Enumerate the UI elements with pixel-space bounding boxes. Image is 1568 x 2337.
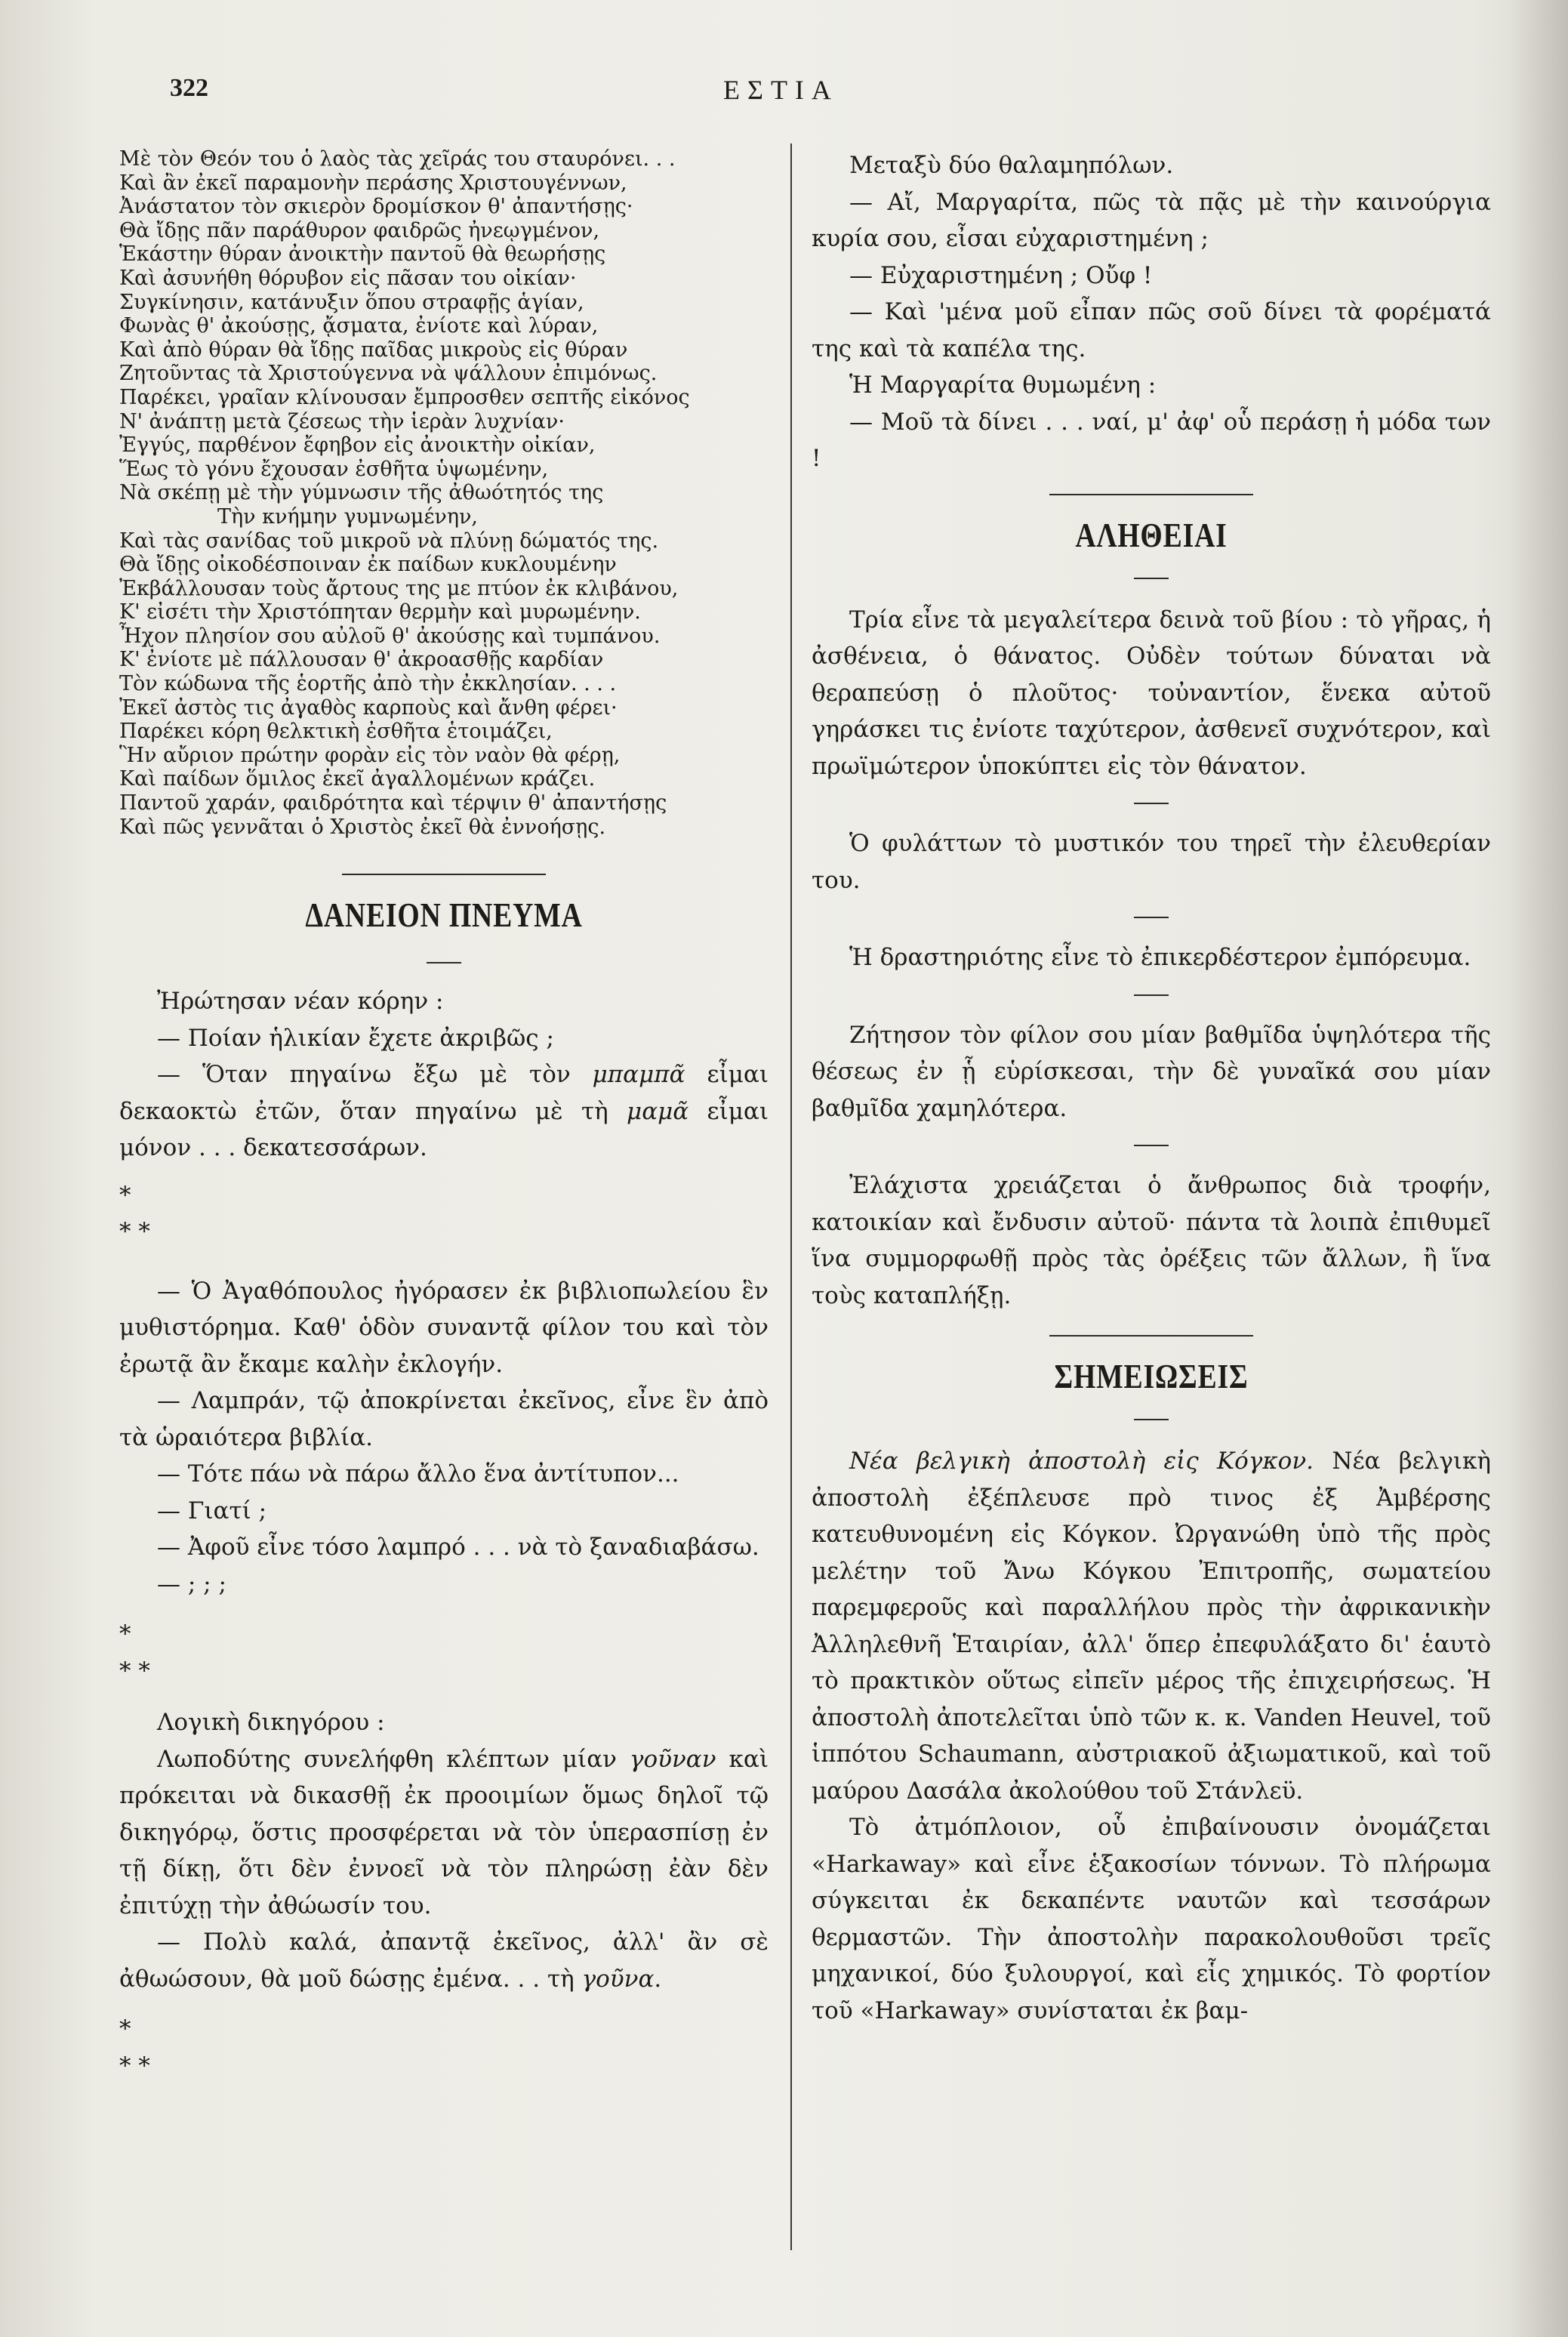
- poem-line: Κ' εἰσέτι τὴν Χριστόπηταν θερμὴν καὶ μυρωμένην.: [119, 600, 641, 624]
- poem-line: Ἀνάστατον τὸν σκιερὸν δρομίσκον θ' ἀπαντήσῃς·: [119, 195, 633, 219]
- poem-line: Ν' ἀνάπτῃ μετὰ ζέσεως τὴν ἱερὰν λυχνίαν·: [119, 409, 565, 433]
- text: εἶμαι μόνον . . . δεκατεσσάρων.: [119, 1097, 769, 1162]
- poem-line: Καὶ παίδων ὅμιλος ἐκεῖ ἀγαλλομένων κράζει.: [119, 767, 596, 791]
- paragraph: [119, 1924, 769, 1997]
- text: Λωποδύτης συνελήφθη κλέπτων μίαν: [157, 1745, 630, 1773]
- poem-line: Καὶ ἂν ἐκεῖ παραμονὴν περάσης Χριστουγέννων,: [119, 171, 627, 195]
- italic-text: μπαμπᾶ: [592, 1061, 685, 1089]
- italic-text: γοῦναν: [629, 1745, 716, 1773]
- poem-line: Μὲ τὸν Θεόν του ὁ λαὸς τὰς χεῖράς του σταυρόνει. . .: [119, 147, 676, 171]
- italic-title: Νέα βελγικὴ ἀποστολὴ εἰς Κόγκον.: [849, 1448, 1314, 1475]
- aletheiai-section: [812, 602, 1491, 1315]
- paragraph: — Αἴ, Μαργαρίτα, πῶς τὰ πᾷς μὲ τὴν καινούργια κυρία σου, εἶσαι εὐχαριστημένη ;: [812, 188, 1491, 252]
- short-rule: [427, 962, 461, 963]
- short-rule: [1134, 1419, 1169, 1420]
- dialogue-section: [812, 147, 1491, 477]
- paragraph: Μεταξὺ δύο θαλαμηπόλων.: [849, 152, 1174, 179]
- poem-line: Καὶ τὰς σανίδας τοῦ μικροῦ νὰ πλύνῃ δώματός της.: [119, 529, 659, 553]
- paragraph: Ἠρώτησαν νέαν κόρην :: [157, 988, 444, 1016]
- paragraph: Ἡ δραστηριότης εἶνε τὸ ἐπικερδέστερον ἐμπόρευμα.: [849, 944, 1471, 971]
- semeioseis-section: [812, 1443, 1491, 2029]
- poem-line: Ἐκεῖ ἀστὸς τις ἀγαθὸς καρποὺς καὶ ἄνθη φέρει·: [119, 695, 618, 720]
- text: καὶ πρόκειται νὰ δικασθῇ ἐκ προοιμίων ὅμως δηλοῖ τῷ δικηγόρῳ, ὅστις προσφέρεται νὰ τὸν ὑπερασπίσῃ ἐν τῇ δίκῃ, ὅτι δὲν ἐννοεῖ νὰ τὸν πληρώσῃ ἐὰν δὲν ἐπιτύχῃ τὴν ἀθώωσίν του.: [119, 1745, 769, 1919]
- poem-line: Ἣν αὔριον πρώτην φορὰν εἰς τὸν ναὸν θὰ φέρῃ,: [119, 743, 621, 767]
- paragraph: Ἐλάχιστα χρειάζεται ὁ ἄνθρωπος διὰ τροφήν, κατοικίαν καὶ ἔνδυσιν αὐτοῦ· πάντα τὰ λοιπὰ ἐπιθυμεῖ ἵνα συμμορφωθῇ πρὸς τὰς ὀρέξεις τῶν ἄλλων, ἢ ἵνα τοὺς καταπλήξῃ.: [812, 1172, 1491, 1309]
- poem-line: Καὶ πῶς γεννᾶται ὁ Χριστὸς ἐκεῖ θὰ ἐννοήσῃς.: [119, 815, 606, 839]
- poem-line: Ἑκάστην θύραν ἀνοικτὴν παντοῦ θὰ θεωρήσῃς: [119, 242, 606, 267]
- asterism-top: *: [119, 1620, 131, 1648]
- paragraph: — Ποίαν ἡλικίαν ἔχετε ἀκριβῶς ;: [157, 1024, 554, 1052]
- paragraph: — Λαμπράν, τῷ ἀποκρίνεται ἐκεῖνος, εἶνε ἓν ἀπὸ τὰ ὡραιότερα βιβλία.: [119, 1387, 769, 1451]
- asterism-bottom: * *: [119, 1218, 150, 1246]
- separator-rule: [1134, 803, 1169, 804]
- paragraph: Τρία εἶνε τὰ μεγαλείτερα δεινὰ τοῦ βίου : τὸ γῆρας, ἡ ἀσθένεια, ὁ θάνατος. Οὐδὲν τούτων δύναται νὰ θεραπεύσῃ ὁ πλοῦτος· τοὐναντίον, ἕνεκα αὐτοῦ γηράσκει τις ἐνίοτε ταχύτερον, ἀσθενεῖ συχνότερον, καὶ πρωϊμώτερον ὑποκύπτει εἰς τὸν θάνατον.: [812, 606, 1491, 780]
- text: .: [654, 1965, 662, 1993]
- paragraph: Ἡ Μαργαρίτα θυμωμένη :: [849, 372, 1157, 399]
- italic-text: γοῦνα: [581, 1965, 655, 1993]
- poem-line: Νὰ σκέπῃ μὲ τὴν γύμνωσιν τῆς ἀθωότητός της: [119, 481, 604, 505]
- section-rule: [1049, 494, 1253, 495]
- paragraph: — Γιατί ;: [157, 1497, 267, 1525]
- poem-line: Φωνὰς θ' ἀκούσῃς, ᾄσματα, ἐνίοτε καὶ λύραν,: [119, 314, 599, 338]
- poem-line: Τὴν κνήμην γυμνωμένην,: [217, 504, 479, 529]
- paragraph: Λογικὴ δικηγόρου :: [157, 1709, 385, 1737]
- asterism-top: *: [119, 1181, 131, 1209]
- page-number: 322: [170, 74, 208, 102]
- poem-line: Ἦχον πλησίον σου αὐλοῦ θ' ἀκούσῃς καὶ τυμπάνου.: [119, 624, 661, 648]
- separator-rule: [1134, 1145, 1169, 1146]
- poem-line: Καὶ ἀσυνήθη θόρυβον εἰς πᾶσαν του οἰκίαν·: [119, 266, 577, 290]
- poem-line: Ἐκβάλλουσαν τοὺς ἄρτους της με πτύον ἐκ κλιβάνου,: [119, 576, 679, 600]
- italic-text: μαμᾶ: [627, 1097, 689, 1125]
- column-divider: [790, 143, 792, 2250]
- paragraph: — Ἀφοῦ εἶνε τόσο λαμπρό . . . νὰ τὸ ξαναδιαβάσω.: [157, 1534, 759, 1562]
- poem-line: Ἐγγύς, παρθένον ἔφηβον εἰς ἀνοικτὴν οἰκίαν,: [119, 433, 596, 458]
- text: — Πολὺ καλά, ἀπαντᾷ ἐκεῖνος, ἀλλ' ἂν σὲ ἀθωώσουν, θὰ μοῦ δώσῃς ἐμένα. . . τὴ: [119, 1928, 769, 1993]
- poem-line: Παντοῦ χαράν, φαιδρότητα καὶ τέρψιν θ' ἀπαντήσῃς: [119, 791, 667, 815]
- asterism-top: *: [119, 2015, 131, 2043]
- asterism-bottom: * *: [119, 1657, 150, 1685]
- paragraph: [119, 1741, 769, 1925]
- section-heading-semeioseis: ΣΗΜΕΙΩΣΕΙΣ: [1054, 1357, 1249, 1395]
- christmas-poem: [119, 147, 769, 839]
- paragraph: — Εὐχαριστημένη ; Οὔφ !: [849, 261, 1153, 289]
- paragraph: — Καὶ 'μένα μοῦ εἶπαν πῶς σοῦ δίνει τὰ φορέματά της καὶ τὰ καπέλα της.: [812, 298, 1491, 362]
- poem-line: Θὰ ἴδῃς οἰκοδέσποιναν ἐκ παίδων κυκλουμένην: [119, 553, 617, 577]
- left-column: [119, 147, 769, 2084]
- paragraph: — Ὁ Ἀγαθόπουλος ἠγόρασεν ἐκ βιβλιοπωλείου ἓν μυθιστόρημα. Καθ' ὁδὸν συναντᾷ φίλον του καὶ τὸν ἐρωτᾷ ἂν ἔκαμε καλὴν ἐκλογήν.: [119, 1277, 769, 1378]
- section-heading-aletheiai: ΑΛΗΘΕΙΑΙ: [1075, 515, 1228, 554]
- separator-rule: [1134, 994, 1169, 996]
- text: Νέα βελγικὴ ἀποστολὴ ἐξέπλευσε πρὸ τινος ἐξ Ἀμβέρσης κατευθυνομένη εἰς Κόγκον. Ὠργανώθη ὑπὸ τῆς πρὸς μελέτην τοῦ Ἄνω Κόγκου Ἐπιτροπῆς, σωματείου παρεμφεροῦς καὶ παραλλήλου πρὸς τὴν ἀφρικανικὴν Ἀλληλεθνῆ Ἑταιρίαν, ἀλλ' ὅπερ ἐπεφυλάξατο δι' ἑαυτὸ τὸ πρακτικὸν οὕτως εἰπεῖν μέρος τῆς ἐπιχειρήσεως. Ἡ ἀποστολὴ ἀποτελεῖται ὑπὸ τῶν κ. κ. Vanden Heuvel, τοῦ ἱππότου Schaumann, αὐστριακοῦ ἀξιωματικοῦ, καὶ τοῦ μαύρου Δασάλα ἀκολούθου τοῦ Στάνλεϋ.: [812, 1448, 1491, 1805]
- section-heading-daneion: ΔΑΝΕΙΟΝ ΠΝΕΥΜΑ: [305, 896, 583, 935]
- paragraph: Ζήτησον τὸν φίλον σου μίαν βαθμῖδα ὑψηλότερα τῆς θέσεως ἐν ᾗ εὑρίσκεσαι, τὴν δὲ γυναῖκά σου μίαν βαθμῖδα χαμηλότερα.: [812, 1021, 1491, 1122]
- poem-line: Καὶ ἀπὸ θύραν θὰ ἴδῃς παῖδας μικροὺς εἰς θύραν: [119, 338, 628, 362]
- paragraph: — Μοῦ τὰ δίνει . . . ναί, μ' ἀφ' οὗ περάσῃ ἡ μόδα των !: [812, 408, 1491, 472]
- poem-line: Κ' ἐνίοτε μὲ πάλλουσαν θ' ἀκροασθῇς καρδίαν: [119, 648, 604, 672]
- poem-line: Ἕως τὸ γόνυ ἔχουσαν ἐσθῆτα ὑψωμένην,: [119, 457, 549, 481]
- short-rule: [1134, 578, 1169, 579]
- text: — Ὅταν πηγαίνω ἔξω μὲ τὸν: [157, 1061, 593, 1089]
- paragraph: [812, 1443, 1491, 1809]
- poem-line: Τὸν κώδωνα τῆς ἑορτῆς ἀπὸ τὴν ἐκκλησίαν. . . .: [119, 672, 617, 696]
- poem-line: Συγκίνησιν, κατάνυξιν ὅπου στραφῇς ἁγίαν,: [119, 290, 584, 314]
- asterism-bottom: * *: [119, 2052, 150, 2080]
- poem-line: Ζητοῦντας τὰ Χριστούγεννα νὰ ψάλλουν ἐπιμόνως.: [119, 362, 658, 386]
- running-head-title: ΕΣΤΙΑ: [723, 75, 839, 105]
- section-rule: [342, 874, 546, 875]
- right-column: [812, 147, 1491, 2029]
- text: εἶμαι δεκαοκτὼ ἐτῶν, ὅταν πηγαίνω μὲ τὴ: [119, 1061, 769, 1125]
- paragraph: [119, 1056, 769, 1167]
- poem-line: Θὰ ἴδῃς πᾶν παράθυρον φαιδρῶς ἠνεῳγμένον,: [119, 218, 600, 242]
- separator-rule: [1134, 917, 1169, 918]
- paragraph: Ὁ φυλάττων τὸ μυστικόν του τηρεῖ τὴν ἐλευθερίαν του.: [812, 830, 1491, 894]
- page-edge-shadow: [1510, 0, 1568, 2337]
- paragraph: — ; ; ;: [157, 1570, 226, 1598]
- paragraph: Τὸ ἀτμόπλοιον, οὗ ἐπιβαίνουσιν ὀνομάζεται «Harkaway» καὶ εἶνε ἑξακοσίων τόννων. Τὸ πλήρωμα σύγκειται ἐκ δεκαπέντε ναυτῶν καὶ τεσσάρων θερμαστῶν. Τὴν ἀποστολὴν παρακολουθοῦσι τρεῖς μηχανικοί, δύο ξυλουργοί, καὶ εἷς χημικός. Τὸ φορτίον τοῦ «Harkaway» συνίσταται ἐκ βαμ-: [812, 1814, 1491, 2024]
- poem-line: Παρέκει κόρη θελκτικὴ ἐσθῆτα ἑτοιμάζει,: [119, 720, 553, 744]
- poem-line: Παρέκει, γραῖαν κλίνουσαν ἔμπροσθεν σεπτῆς εἰκόνος: [119, 385, 690, 409]
- section-rule: [1049, 1335, 1253, 1337]
- daneion-section: [119, 983, 769, 2084]
- paragraph: — Τότε πάω νὰ πάρω ἄλλο ἕνα ἀντίτυπον...: [157, 1460, 679, 1488]
